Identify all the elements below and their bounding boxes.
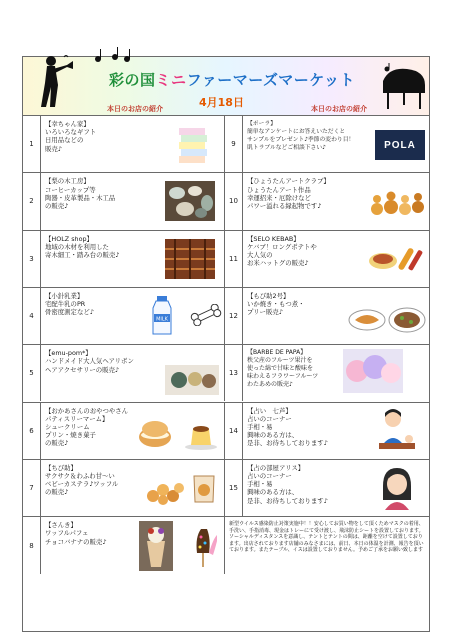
shop-cell — [41, 460, 225, 516]
shop-description: 【もび助2号】 いか焼き・もつ煮・ プリー販売♪ — [247, 291, 305, 317]
table-row — [23, 459, 429, 516]
piano-icon — [381, 63, 427, 111]
shop-cell — [41, 173, 225, 229]
shop-description: 【占い 七芦】 占いのコーナー 手相・易 興味のある方は、 是非、お待ちしております♪ — [247, 406, 328, 448]
shop-description: 【HOLZ shop】 地域の木材を利用した 寄木細工・踏み台の販売♪ — [45, 234, 120, 259]
snack-bag-icon — [191, 472, 217, 504]
shop-cell — [243, 173, 429, 229]
right-column-heading: 本日のお店の紹介 — [311, 105, 367, 113]
flyer-sheet — [22, 56, 430, 632]
shop-description: 【占の部屋アリス】 占いのコーナー 手相・易 興味のある方は、 是非、お待ちしております♪ — [247, 463, 328, 505]
shop-description: 【小針乳業】 宅配牛乳のPR 骨密度測定など♪ — [45, 291, 94, 317]
shop-number: 2 — [23, 173, 41, 229]
shop-description: 【おかあさんのおやつやさん パティスリーマーム】 シュークリーム プリン・焼き菓子 の販売♪ — [45, 406, 129, 448]
towel-stack-icon — [177, 126, 211, 164]
shop-cell — [243, 345, 429, 401]
trumpet-player-icon — [31, 53, 75, 109]
shop-cell — [243, 231, 429, 287]
table-row — [23, 115, 429, 172]
baby-castella-icon — [145, 478, 185, 506]
pottery-icon — [165, 181, 215, 221]
shop-cell — [243, 460, 429, 516]
left-column-heading: 本日のお店の紹介 — [107, 105, 163, 113]
waffle-parfait-icon — [139, 521, 173, 571]
shop-description: 【BARBE DE PAPA】 秩父産のフルーツ果汁を 使った綿で甘味と酸味を 味わえるフラワーフルーツ わたあめの販売♪ — [247, 349, 319, 389]
hair-accessory-icon — [165, 365, 219, 395]
shop-cell — [41, 403, 225, 459]
notice-text: 新型ウイルス感染防止対策実施中！！安心してお買い物をして頂くためマスクの着用、手洗い、手指消毒、現金はトレーにて受け渡し、飛沫防止シートを設置しております。ソーシャルディスタンスを意識し、テントとテントの間は、距離を空けて設置しております。出店されております店舗のみなさまには、前日、本日の体温を計測、報告を頂いております。またテーブル、イスは設置しておりません。予めご了承をお願い致します — [229, 521, 424, 554]
shop-number: 3 — [23, 231, 41, 287]
music-note-icon — [93, 47, 133, 63]
shop-number: 13 — [225, 345, 243, 401]
milk-bottle-icon — [151, 296, 173, 336]
table-row — [23, 230, 429, 287]
shop-description: 【ちび助】 サクサク＆わふわ甘〜い ベビーカステラ♪ワッフル の販売♪ — [45, 463, 119, 497]
shop-description: 【さんき】 ワッフルパフェ チョコバナナの販売♪ — [45, 521, 107, 546]
shop-number: 8 — [23, 517, 41, 574]
shop-number: 5 — [23, 345, 41, 401]
shop-description: 【ポーラ】 簡単なアンケートにお答えいただくと サンプルをプレゼント♪季節の変わり目！ 肌トラブルなどご相談下さい♪ — [247, 121, 355, 151]
svg-text:MILK: MILK — [156, 316, 168, 323]
title-part-2: ミニ — [155, 71, 187, 89]
shop-number: 11 — [225, 231, 243, 287]
cream-puff-icon — [137, 417, 173, 449]
shop-number: 4 — [23, 288, 41, 344]
event-date: 4月18日 — [199, 96, 244, 109]
table-row — [23, 287, 429, 344]
pudding-icon — [183, 421, 219, 451]
squid-grill-icon — [347, 302, 427, 336]
shop-description: 【SELO KEBAB】 ケバブ！ロングポテトや 大人気の お米ハットグの販売♪ — [247, 234, 317, 268]
fortune-teller-icon — [375, 407, 419, 453]
shop-number: 14 — [225, 403, 243, 459]
shop-number: 10 — [225, 173, 243, 229]
shop-number: 1 — [23, 116, 41, 172]
kebab-icon — [367, 241, 423, 279]
banner — [23, 57, 429, 115]
shop-cell — [41, 517, 225, 574]
cotton-candy-icon — [343, 349, 403, 393]
shop-description: 【emu-pom*】 ハンドメイド大人気ヘアリボン ヘアアクセサリーの販売♪ — [45, 349, 134, 374]
shop-number: 6 — [23, 403, 41, 459]
table-row — [23, 172, 429, 229]
table-row — [23, 344, 429, 401]
shop-grid — [23, 115, 429, 631]
page-title — [87, 69, 377, 90]
table-row — [23, 402, 429, 459]
shop-cell — [41, 231, 225, 287]
shop-cell — [41, 116, 225, 172]
fortune-lady-icon — [379, 466, 415, 510]
gourd-icon — [369, 185, 425, 221]
shop-cell — [243, 288, 429, 344]
notice-cell — [225, 517, 429, 574]
wood-block-icon — [165, 239, 215, 279]
pola-logo: POLA — [375, 130, 425, 160]
table-row — [23, 516, 429, 631]
title-part-1: 彩の国 — [109, 71, 156, 89]
shop-description: 【幸ちゃん家】 いろいろなギフト 日用品などの 販売♪ — [45, 120, 97, 153]
shop-description: 【ひょうたんアートクラブ】 ひょうたんアート作品 幸運招来・厄除けなど パワー溢れる縁起物です♪ — [247, 177, 330, 210]
shop-number: 7 — [23, 460, 41, 516]
shop-cell — [243, 403, 429, 459]
shop-cell — [243, 116, 429, 172]
shop-cell — [41, 288, 225, 344]
shop-number: 9 — [225, 116, 243, 172]
title-part-3: ファーマーズマーケット — [186, 71, 355, 89]
shop-number: 15 — [225, 460, 243, 516]
shop-description: 【梨の木工房】 コーヒーカップ等 陶器・皮革製品・木工品 の販売♪ — [45, 177, 116, 210]
shop-number: 12 — [225, 288, 243, 344]
bone-icon — [189, 304, 223, 326]
choco-banana-icon — [187, 527, 219, 567]
shop-cell — [41, 345, 225, 401]
